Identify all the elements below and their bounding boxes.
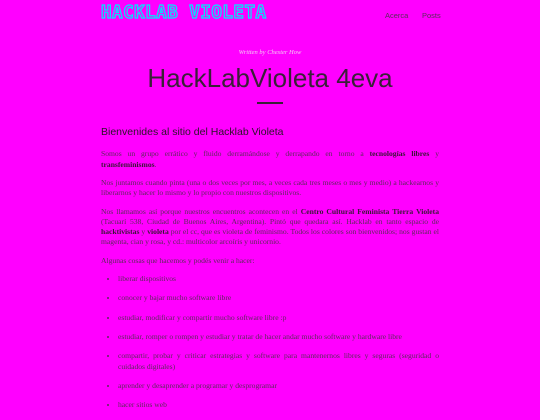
- list-item: • hacer sitios web: [118, 400, 439, 410]
- list-item: • compartir, probar y criticar estrategias y software para mantenernos libres y seguras (seguridad o cuidados digitales): [118, 351, 439, 372]
- origin-text-c: (Tacuarí 538, Ciudad de Buenos Aires, Argentina). Pintó que quedara así. Hacklab en tanto espacio de: [101, 216, 439, 226]
- intro-paragraph: [101, 149, 439, 170]
- nav-link-posts[interactable]: Posts: [422, 11, 441, 20]
- activities-intro: Algunas cosas que hacemos y podés venir a hacer:: [101, 255, 255, 265]
- intro-keyword-transfeminismos: transfeminismos: [101, 159, 155, 169]
- name-origin-paragraph: [101, 207, 439, 248]
- top-navigation-bar: [0, 0, 540, 28]
- keyword-hacktivistas: hacktivistas: [101, 227, 140, 237]
- section-heading: Bienvenides al sitio del Hacklab Violeta: [101, 126, 284, 138]
- meetings-paragraph: Nos juntamos cuando pinta (una o dos veces por mes, a veces cada tres meses o mes y medio) a hackearnos y liberarnos y hacer lo mismo y lo propio con nuestros dispositivos.: [101, 177, 439, 198]
- page-title: HackLabVioleta 4eva: [147, 63, 393, 93]
- origin-text-a: Nos llamamos así porque nuestros encuentros acontecen en el: [101, 206, 301, 216]
- origin-text-e: y: [139, 227, 148, 237]
- keyword-violeta: violeta: [147, 227, 169, 237]
- list-item: • conocer y bajar mucho software libre: [118, 293, 439, 303]
- venue-name: Centro Cultural Feminista Tierra Violeta: [300, 206, 439, 216]
- list-item: • estudiar, romper o rompen y estudiar y tratar de hacer andar mucho software y hardware libre: [118, 332, 439, 342]
- list-item: • liberar dispositivos: [118, 274, 439, 284]
- post-content: [101, 125, 439, 420]
- activities-list: [101, 274, 439, 411]
- intro-keyword-tecnologias: tecnologías libres: [369, 149, 430, 159]
- post-byline: Written by Chester How: [238, 49, 302, 56]
- title-divider: [257, 102, 283, 104]
- nav-link-acerca[interactable]: Acerca: [385, 11, 409, 20]
- intro-text-end: .: [154, 159, 157, 169]
- site-logo[interactable]: HACKLAB VIOLETA: [101, 3, 267, 23]
- origin-text-g: por el cc, que es violeta de feminismo. Todos los colores son bienvenidos; nos gustan el magenta, cian y rosa, y cd.: multicolor arcoíris y unicornio.: [101, 227, 440, 247]
- intro-text: Somos un grupo errático y fluido derramándose y derrapando en torno a: [101, 149, 370, 159]
- intro-text-connector: y: [429, 149, 440, 159]
- list-item: • estudiar, modificar y compartir mucho software libre :p: [118, 313, 439, 323]
- list-item: • aprender y desaprender a programar y desprogramar: [118, 381, 439, 391]
